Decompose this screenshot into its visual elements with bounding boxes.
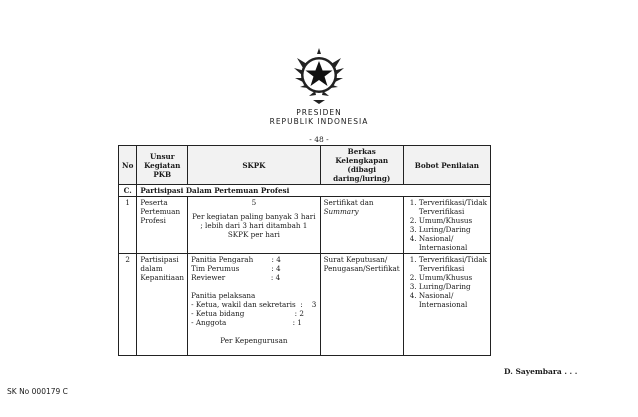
skpk-line: Reviewer : 4: [191, 273, 281, 282]
list-item: 3. Luring/Daring: [419, 282, 487, 291]
list-item: 2. Umum/Khusus: [419, 216, 487, 225]
header-no: No: [119, 146, 137, 185]
header-berkas-sub: (dibagi daring/luring): [333, 165, 391, 183]
row2-unsur: Partisipasi dalam Kepanitiaan: [137, 254, 188, 356]
row2-berkas: Surat Keputusan/ Penugasan/Sertifikat: [320, 254, 403, 356]
header-berkas: [320, 146, 403, 185]
row2-skpk-note: Per Kepengurusan: [220, 336, 288, 345]
list-item: 4. Nasional/ Internasional: [419, 234, 487, 252]
section-code: C.: [119, 185, 137, 197]
table-row: [119, 254, 491, 356]
skpk-line: Panitia pelaksana: [191, 291, 256, 300]
list-item: 1. Terverifikasi/Tidak Terverifikasi: [419, 255, 487, 273]
skpk-line: Panitia Pengarah : 4: [191, 255, 281, 264]
section-row: [119, 185, 491, 197]
row1-berkas-prefix: Sertifikat dan: [323, 198, 374, 207]
document-code: SK No 000179 C: [7, 387, 68, 396]
skpk-line: Tim Perumus : 4: [191, 264, 281, 273]
row1-unsur: Peserta Pertemuan Profesi: [137, 197, 188, 254]
header-line-presiden: PRESIDEN: [296, 108, 342, 117]
row1-no: 1: [119, 197, 137, 254]
garuda-emblem-icon: [291, 44, 347, 104]
table-header-row: [119, 146, 491, 185]
row1-skpk-note: Per kegiatan paling banyak 3 hari ; lebih dari 3 hari ditambah 1 SKPK per hari: [192, 212, 316, 239]
header-line-republik: REPUBLIK INDONESIA: [269, 117, 369, 126]
header-bobot: Bobot Penilaian: [403, 146, 490, 185]
row1-berkas: [320, 197, 403, 254]
skpk-line: - Ketua, wakil dan sekretaris : 3: [191, 300, 317, 309]
page-number: - 48 -: [309, 135, 329, 144]
list-item: 1. Terverifikasi/Tidak Terverifikasi: [419, 198, 487, 216]
header-skpk: SKPK: [188, 146, 321, 185]
continuation-text: D. Sayembara . . .: [504, 367, 578, 376]
row2-bobot: [403, 254, 490, 356]
list-item: 4. Nasional/ Internasional: [419, 291, 487, 309]
skpk-line: - Anggota : 1: [191, 318, 302, 327]
list-item: 3. Luring/Daring: [419, 225, 487, 234]
table-row: [119, 197, 491, 254]
row1-bobot: [403, 197, 490, 254]
list-item: 2. Umum/Khusus: [419, 273, 487, 282]
row1-skpk-value: 5: [251, 198, 257, 207]
row1-berkas-italic: Summary: [323, 207, 359, 216]
pkb-table: [118, 145, 491, 356]
header-berkas-title: Berkas Kelengkapan: [335, 147, 389, 165]
section-title: Partisipasi Dalam Pertemuan Profesi: [137, 185, 491, 197]
row2-no: 2: [119, 254, 137, 356]
skpk-line: - Ketua bidang : 2: [191, 309, 304, 318]
row2-skpk: [188, 254, 321, 356]
row1-skpk: [188, 197, 321, 254]
header-unsur: Unsur Kegiatan PKB: [137, 146, 188, 185]
